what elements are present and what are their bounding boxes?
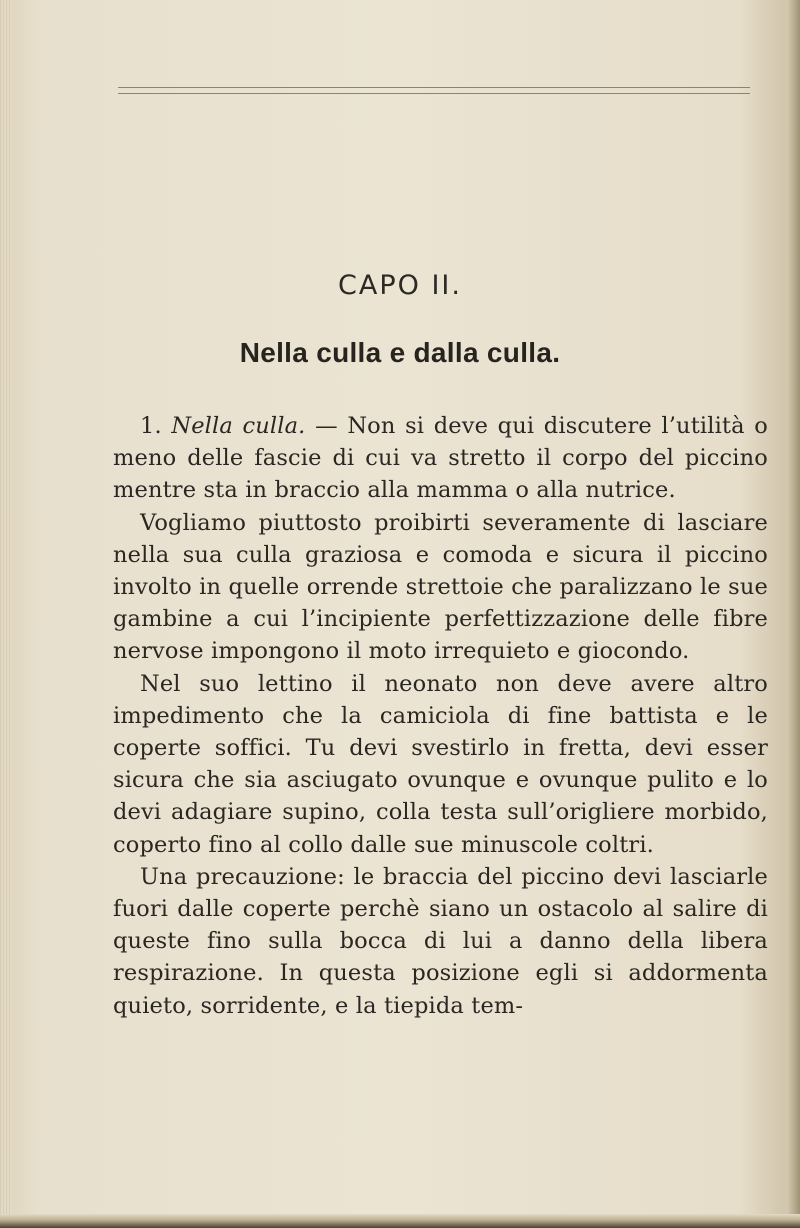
top-rule-thin — [118, 93, 750, 94]
section-dash: — — [315, 413, 338, 439]
page-right-edge — [786, 0, 800, 1228]
chapter-title: Nella culla e dalla culla. — [239, 337, 561, 368]
section-lead: Nella culla. — [171, 413, 306, 439]
paragraph-1-text: Non si deve qui discutere l’utilità o meno delle fascie di cui va stretto il corpo del piccino mentre sta in braccio alla mamma o alla nutrice. — [113, 413, 768, 504]
chapter-body — [113, 410, 768, 1022]
page-left-edge — [0, 0, 12, 1228]
paragraph-1 — [113, 410, 768, 507]
paragraph-3: Nel suo lettino il neonato non deve avere altro impedimento che la camiciola di fine battista e le coperte soffici. Tu devi svestirlo in fretta, devi esser sicura che sia asciugato ovunque e ovunque pulito e lo devi adagiare supino, colla testa sull’origliere morbido, coperto fino al collo dalle sue minuscole coltri. — [113, 670, 768, 858]
top-rule-thick — [118, 87, 750, 88]
paragraph-4: Una precauzione: le braccia del piccino devi lasciarle fuori dalle coperte perchè siano un ostacolo al salire di queste fino sulla bocca di lui a danno della libera respirazione. In questa posizione egli si addormenta quieto, sorridente, e la tiepida tem- — [113, 863, 768, 1019]
section-number: 1. — [140, 413, 162, 439]
paragraph-2: Vogliamo piuttosto proibirti severamente di lasciare nella sua culla graziosa e comoda e sicura il piccino involto in quelle orrende strettoie che paralizzano le sue gambine a cui l’incipiente perfettizzazione delle fibre nervose impongono il moto irrequieto e giocondo. — [113, 509, 768, 665]
page-bottom-edge — [0, 1214, 800, 1228]
chapter-heading: CAPO II. — [338, 270, 462, 301]
